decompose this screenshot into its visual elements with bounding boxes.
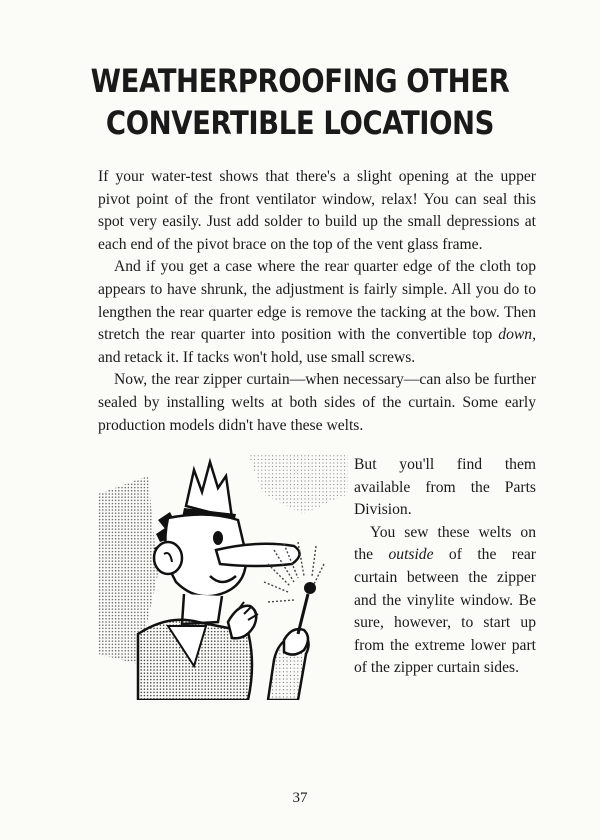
main-text — [98, 166, 536, 437]
paragraph-vent-window: If your water-test shows that there's a slight opening at the upper pivot point of the front ventilator window, relax! You can seal this spot very easily. Just add solder to build up the small depressions at each end of the pivot brace on the top of the vent glass frame. — [98, 168, 536, 253]
paragraph-sew-welts — [354, 522, 536, 680]
paragraph-parts-division: But you'll find them available from the Parts Division. — [354, 456, 536, 519]
title-line-1: WEATHERPROOFING OTHER — [90, 62, 510, 100]
side-text — [354, 454, 536, 680]
mechanic-with-match-illustration — [98, 454, 348, 700]
page-number: 37 — [292, 790, 308, 806]
paragraph-rear-quarter — [98, 256, 536, 369]
paragraph-rear-quarter-start: And if you get a case where the rear quarter edge of the cloth top appears to have shrunk, the adjustment is fairly simple. All you do to lengthen the rear quarter edge is remove the tacking at the bow. Then stretch the rear quarter into position with the convertible top — [98, 258, 536, 344]
paragraph-rear-quarter-end: and retack it. If tacks won't hold, use small screws. — [98, 348, 416, 366]
paragraph-zipper-curtain: Now, the rear zipper curtain—when necessary—can also be further sealed by installing welts at both sides of the curtain. Some early production models didn't have these welts. — [98, 371, 536, 434]
page-title — [42, 60, 558, 144]
title-line-2: CONVERTIBLE LOCATIONS — [105, 104, 495, 142]
paragraph-sew-welts-start: You sew these welts on the — [354, 523, 536, 564]
paragraph-sew-welts-end: of the rear curtain between the zipper and the vinylite window. Be sure, however, to start up from the extreme lower part of the zipper curtain sides. — [354, 546, 537, 677]
emphasis-down: down, — [498, 326, 536, 344]
emphasis-outside: outside — [388, 546, 434, 564]
